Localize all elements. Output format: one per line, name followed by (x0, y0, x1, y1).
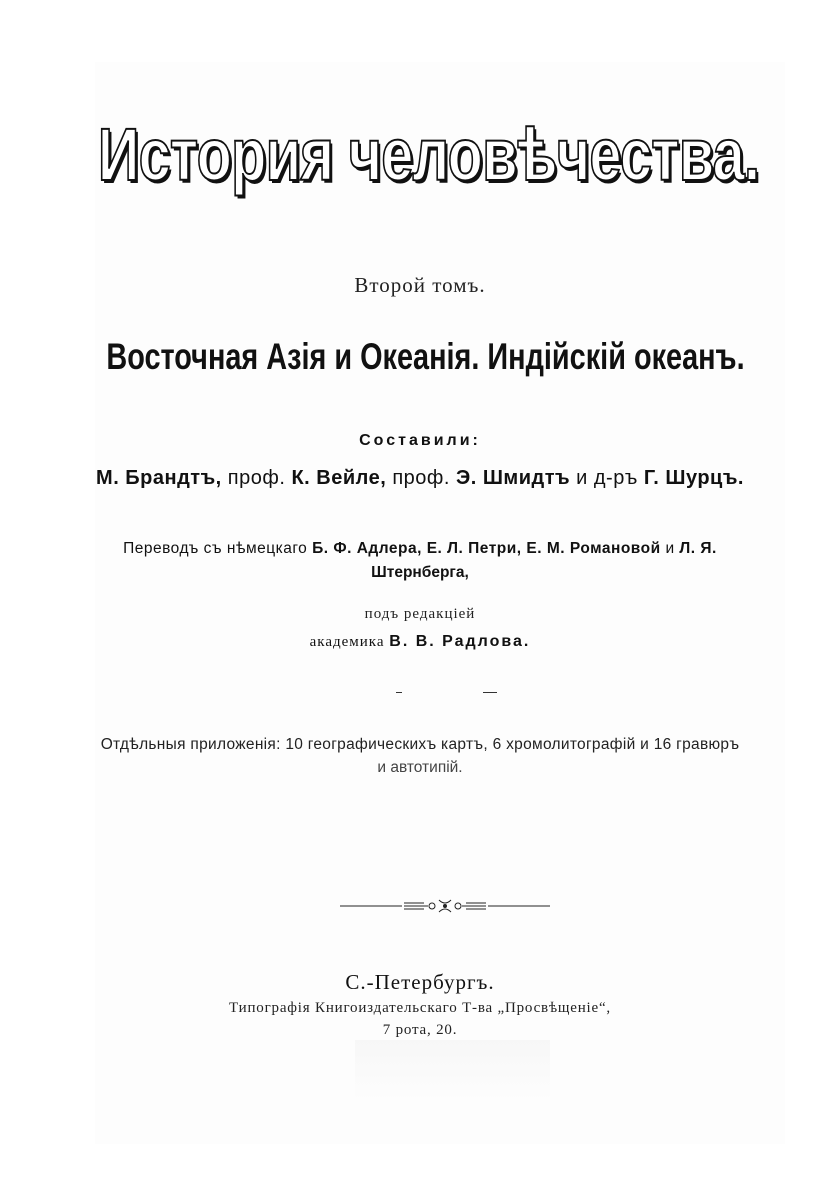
imprint-printer: Типографія Книгоиздательскаго Т-ва „Просвѣщеніе“, (229, 1000, 611, 1016)
appendix-line-2: и автотипій. (377, 759, 463, 776)
imprint-city: С.-Петербургъ. (345, 970, 495, 994)
author-title: проф. (392, 467, 450, 489)
author-schurtz: Г. Шурцъ. (643, 467, 744, 489)
editor-line (0, 633, 840, 651)
book-subtitle: Восточная Азія и Океанія. Индійскій океанъ. (106, 336, 745, 377)
translation-prefix: Переводъ съ нѣмецкаго (123, 540, 308, 557)
translation-line (0, 540, 840, 558)
editor-title: академика (309, 634, 385, 650)
author-weule: К. Вейле, (291, 467, 387, 489)
translator-names: Б. Ф. Адлера, Е. Л. Петри, Е. М. Романовой (312, 540, 661, 557)
volume-label: Второй томъ. (354, 273, 486, 297)
imprint-address: 7 рота, 20. (382, 1022, 458, 1038)
scan-artifact (355, 1040, 550, 1100)
translator-last-initials: Л. Я. (679, 540, 717, 557)
book-title: История человѣчества. (97, 113, 760, 196)
translator-last-surname: Штернберга, (371, 564, 469, 581)
ornamental-divider (340, 896, 550, 916)
author-brandt: М. Брандтъ, (96, 467, 222, 489)
authors-line (0, 467, 840, 490)
author-title: проф. (227, 467, 286, 489)
editor-label: подъ редакціей (364, 606, 476, 622)
appendix-line: Отдѣльныя приложенія: 10 географическихъ картъ, 6 хромолитографій и 16 гравюръ (100, 736, 740, 753)
separator-dash (483, 692, 497, 693)
translation-conjunction: и (665, 540, 675, 557)
editor-name: В. В. Радлова. (389, 633, 531, 650)
author-schmidt: Э. Шмидтъ (455, 467, 571, 489)
compiled-by-label: Составили: (359, 432, 481, 449)
separator-dash (396, 692, 402, 693)
author-title: и д-ръ (576, 467, 638, 489)
